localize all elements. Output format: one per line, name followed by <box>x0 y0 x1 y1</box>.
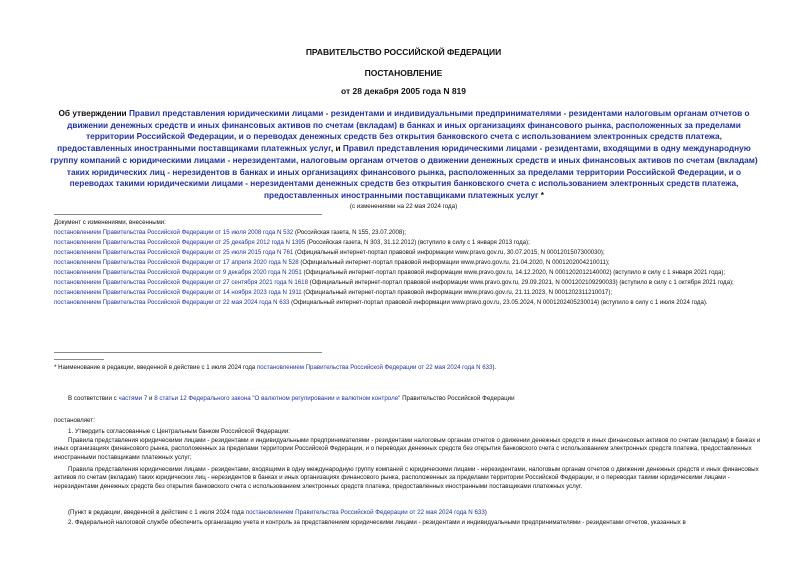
basis-paragraph <box>54 395 769 403</box>
change-details: (Официальный интернет-портал правовой информации www.pravo.gov.ru, 21.04.2020, N 0001202004210011); <box>298 259 610 267</box>
basis-text-c: Правительство Российской Федерации <box>400 395 515 402</box>
change-item <box>54 259 769 266</box>
change-item <box>54 279 769 286</box>
government-heading: ПРАВИТЕЛЬСТВО РОССИЙСКОЙ ФЕДЕРАЦИИ <box>305 47 502 57</box>
change-details: (Официальный интернет-портал правовой информации www.pravo.gov.ru, 14.12.2020, N 0001202012140002) (вступило в силу с 1 января 2021 года); <box>301 269 726 277</box>
title-prefix: Об утверждении <box>58 108 129 118</box>
document-title <box>48 108 760 202</box>
footnote <box>54 364 769 371</box>
change-item <box>54 249 769 256</box>
body-paragraph-5: 2. Федеральной налоговой службе обеспечить организацию учета и контроль за представлением юридическими лицами - резидентами и индивидуальными предпринимателями - резидентами отчетов, указанных в <box>68 519 686 526</box>
edition-note: (с изменениями на 22 мая 2024 года) <box>349 203 458 210</box>
change-item <box>54 229 769 236</box>
title-footnote-mark: * <box>538 189 545 200</box>
changes-top-divider <box>54 214 322 215</box>
basis-text-b: и <box>147 395 155 402</box>
body-paragraph-2: Правила представления юридическими лицами - резидентами и индивидуальными предпринимателями - резидентами налоговым органам отчетов о движении денежных средств и иных финансовых активов по счетам (вкладам) в банках и иных организациях финансового рынка, расположенных за пределами территории Российской Федерации, и о переводах денежных средств без открытия банковского счета с использованием электронных средств платежа, предоставленных иностранными поставщиками платежных услуг; <box>54 437 761 461</box>
basis-link-law[interactable]: 8 статьи 12 Федерального закона "О валютном регулировании и валютном контроле" <box>154 395 401 402</box>
amendment-note-end: ) <box>484 509 487 516</box>
change-item <box>54 239 769 246</box>
change-details: (Официальный интернет-портал правовой информации www.pravo.gov.ru, 21.11.2023, N 0001202311210017); <box>301 289 613 297</box>
body-paragraph-1: 1. Утвердить согласованные с Центральным банком Российской Федерации: <box>68 428 291 435</box>
change-link[interactable]: постановлением Правительства Российской Федерации от 9 декабря 2020 года N 2051 <box>54 269 302 277</box>
changes-list <box>54 219 769 307</box>
change-link[interactable]: постановлением Правительства Российской Федерации от 22 мая 2024 года N 633 <box>54 299 290 307</box>
change-details: (Официальный интернет-портал правовой информации www.pravo.gov.ru, 30.07.2015, N 0001201507300030); <box>293 249 605 257</box>
change-item <box>54 269 769 276</box>
body-paragraph-3: Правила представления юридическими лицами - резидентами, входящими в одну международную группу компаний с юридическими лицами - нерезидентами, налоговым органам отчетов о движении денежных средств и иных финансовых активов по счетам (вкладам) таких юридических лиц - нерезидентов в банках и иных организациях финансового рынка, расположенных за пределами территории Российской Федерации, и о переводах такими юридическими лицами - нерезидентами денежных средств без открытия банковского счета с использованием электронных средств платежа, предоставленных иностранными поставщиками платежных услуг. <box>54 466 759 490</box>
change-details: (Официальный интернет-портал правовой информации www.pravo.gov.ru, 29.09.2021, N 0001202109290033) (вступило в силу с 1 октября 2021 года); <box>307 279 734 287</box>
footnote-link[interactable]: постановлением Правительства Российской Федерации от 22 мая 2024 года N 633 <box>256 364 493 371</box>
change-item <box>54 299 769 306</box>
change-details: (Российская газета, N 303, 31.12.2012) (вступило в силу с 1 января 2013 года); <box>305 239 530 247</box>
basis-link-part-7[interactable]: частями 7 <box>118 395 148 402</box>
document-date-number: от 28 декабря 2005 года N 819 <box>340 86 467 96</box>
title-middle: , и <box>330 143 343 154</box>
amendment-note-text: (Пункт в редакции, введенной в действие с 1 июля 2024 года <box>68 509 246 516</box>
change-link[interactable]: постановлением Правительства Российской Федерации от 14 ноября 2023 года N 1911 <box>54 289 302 297</box>
change-link[interactable]: постановлением Правительства Российской Федерации от 25 июля 2015 года N 761 <box>54 249 294 257</box>
changes-intro: Документ с изменениями, внесенными: <box>54 219 166 226</box>
document-type: ПОСТАНОВЛЕНИЕ <box>364 68 443 78</box>
resolves-word: постановляет: <box>54 417 95 424</box>
change-details: (Официальный интернет-портал правовой информации www.pravo.gov.ru, 23.05.2024, N 0001202405230014) (вступило в силу с 1 июля 2024 года). <box>289 299 708 307</box>
change-item <box>54 289 769 296</box>
basis-text-a: В соответствии с <box>68 395 119 402</box>
changes-bottom-divider <box>54 352 322 353</box>
change-link[interactable]: постановлением Правительства Российской Федерации от 27 сентября 2021 года N 1618 <box>54 279 308 287</box>
footnote-divider <box>54 359 104 360</box>
title-rules-link-1[interactable]: Правил представления юридическими лицами - резидентами и индивидуальными предпринимателями - резидентами налоговым органам отчетов о движении денежных средств и иных финансовых активов по счетам (вкладам) в банках и иных организациях финансового рынка, расположенных за пределами территории Российской Федерации, и о переводах денежных средств без открытия банковского счета с использованием электронных средств платежа, предоставленных иностранными поставщиками платежных услуг <box>57 108 750 154</box>
footnote-text: * Наименование в редакции, введенной в действие с 1 июля 2024 года <box>54 364 257 371</box>
title-rules-link-2[interactable]: Правил представления юридическими лицами - резидентами, входящими в одну международную группу компаний с юридическими лицами - нерезидентами, налоговым органам отчетов о движении денежных средств и иных финансовых активов по счетам (вкладам) таких юридических лиц - нерезидентов в банках и иных организациях финансового рынка, расположенных за пределами территории Российской Федерации, и о переводах такими юридическими лицами - нерезидентами денежных средств без открытия банковского счета с использованием электронных средств платежа, предоставленных иностранными поставщиками платежных услуг <box>50 143 758 200</box>
change-details: (Российская газета, N 155, 23.07.2008); <box>293 229 406 237</box>
footnote-end: ). <box>492 364 497 371</box>
amendment-note-link[interactable]: постановлением Правительства Российской Федерации от 22 мая 2024 года N 633 <box>245 509 485 516</box>
body-paragraph-4 <box>54 509 769 517</box>
change-link[interactable]: постановлением Правительства Российской Федерации от 15 июля 2008 года N 532 <box>54 229 294 237</box>
change-link[interactable]: постановлением Правительства Российской Федерации от 25 декабря 2012 года N 1395 <box>54 239 306 247</box>
change-link[interactable]: постановлением Правительства Российской Федерации от 17 апреля 2020 года N 528 <box>54 259 299 267</box>
